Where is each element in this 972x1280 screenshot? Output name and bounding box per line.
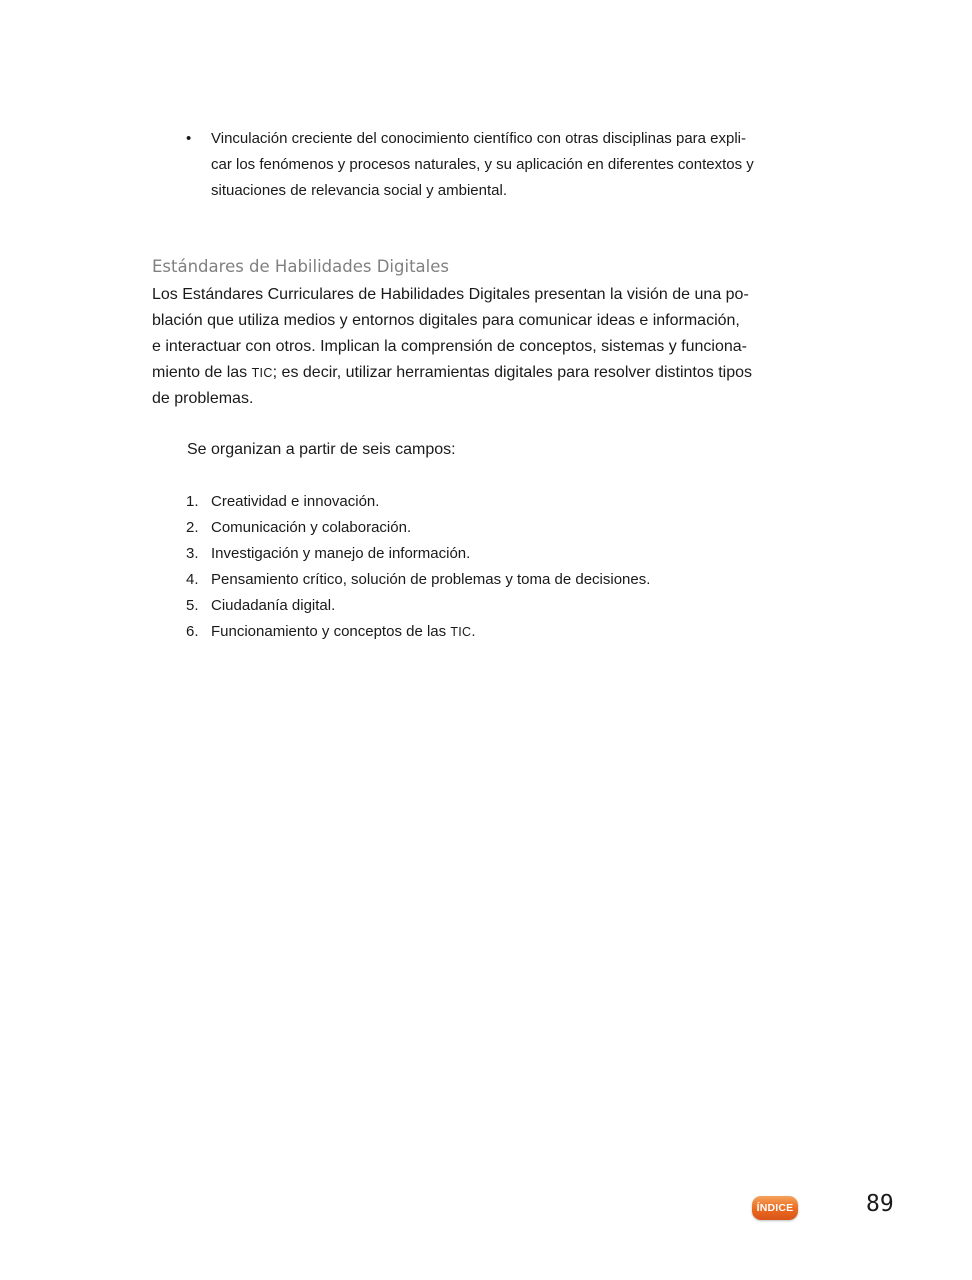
list-text: Investigación y manejo de información. [211,545,471,562]
bullet-line: situaciones de relevancia social y ambiental. [211,182,507,199]
abbreviation-tic: TIC [450,625,472,639]
bullet-dot-icon: • [186,130,192,147]
fields-intro: Se organizan a partir de seis campos: [187,441,456,458]
list-text: Funcionamiento y conceptos de las [211,623,451,640]
paragraph-line: e interactuar con otros. Implican la comprensión de conceptos, sistemas y funciona- [152,338,747,355]
bullet-list [186,126,798,204]
list-item [186,619,650,645]
list-item [186,593,650,619]
bullet-line: Vinculación creciente del conocimiento científico con otras disciplinas para expli- [211,130,747,147]
list-text-end: . [471,623,476,640]
list-text: Comunicación y colaboración. [211,519,412,536]
bullet-item [186,126,798,204]
page-number: 89 [866,1191,894,1217]
paragraph-line: blación que utiliza medios y entornos digitales para comunicar ideas e información, [152,312,740,329]
list-item [186,515,650,541]
paragraph-line: Los Estándares Curriculares de Habilidades Digitales presentan la visión de una po- [152,286,749,303]
list-text: Pensamiento crítico, solución de problemas y toma de decisiones. [211,571,651,588]
list-number: 3. [186,545,199,562]
paragraph-line: miento de las [152,364,252,381]
index-button[interactable]: ÍNDICE [752,1196,798,1220]
list-text: Creatividad e innovación. [211,493,380,510]
paragraph-line: de problemas. [152,390,254,407]
list-number: 2. [186,519,199,536]
paragraph-line: ; es decir, utilizar herramientas digitales para resolver distintos tipos [272,364,752,381]
bullet-line: car los fenómenos y procesos naturales, y su aplicación en diferentes contextos y [211,156,754,173]
section-paragraph [152,282,798,412]
list-number: 4. [186,571,199,588]
abbreviation-tic: TIC [251,366,273,380]
list-item [186,489,650,515]
list-number: 1. [186,493,199,510]
section-title: Estándares de Habilidades Digitales [152,257,449,276]
list-number: 5. [186,597,199,614]
list-item [186,567,650,593]
list-number: 6. [186,623,199,640]
fields-list [186,489,650,645]
list-item [186,541,650,567]
list-text: Ciudadanía digital. [211,597,336,614]
